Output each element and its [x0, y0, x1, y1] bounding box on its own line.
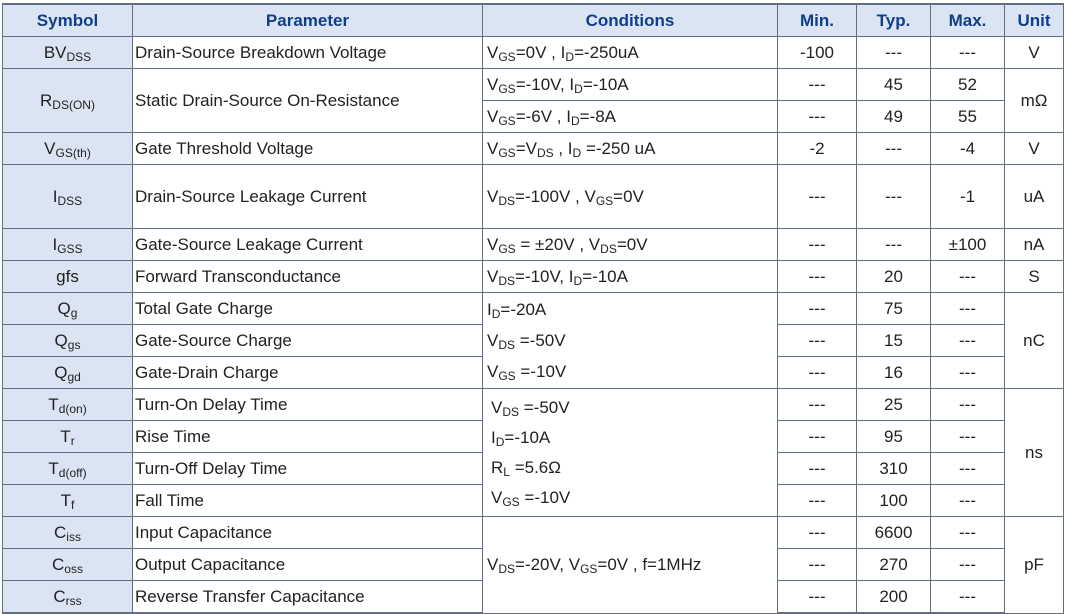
max-cell: ---: [931, 357, 1005, 389]
symbol-cell: $Q_g$: [3, 293, 133, 325]
unit-cell: uA: [1005, 165, 1064, 229]
header-conditions: Conditions: [483, 4, 778, 37]
max-cell: -1: [931, 165, 1005, 229]
typ-cell: ---: [857, 229, 931, 261]
conditions-cell: $V_{GS}=-6V$ , $I_D=-8A$: [483, 101, 778, 133]
parameter-cell: Static Drain-Source On-Resistance: [133, 69, 483, 133]
header-unit: Unit: [1005, 4, 1064, 37]
table-header-row: [3, 4, 1064, 37]
table-row: [3, 133, 1064, 165]
max-cell: ±100: [931, 229, 1005, 261]
unit-cell: mΩ: [1005, 69, 1064, 133]
table-row: [3, 229, 1064, 261]
symbol-cell: $T_f$: [3, 485, 133, 517]
typ-cell: 49: [857, 101, 931, 133]
table-row: [3, 37, 1064, 69]
min-cell: ---: [778, 293, 857, 325]
table-row: [3, 69, 1064, 101]
table-row: [3, 517, 1064, 549]
header-max: Max.: [931, 4, 1005, 37]
conditions-cell: $V_{GS} = \pm 20V$ , $V_{DS}=0V$: [483, 229, 778, 261]
unit-cell: V: [1005, 37, 1064, 69]
max-cell: ---: [931, 325, 1005, 357]
parameter-cell: Gate Threshold Voltage: [133, 133, 483, 165]
typ-cell: 95: [857, 421, 931, 453]
symbol-cell: $BV_{DSS}$: [3, 37, 133, 69]
min-cell: ---: [778, 165, 857, 229]
parameter-cell: Reverse Transfer Capacitance: [133, 581, 483, 614]
max-cell: ---: [931, 389, 1005, 421]
typ-cell: 6600: [857, 517, 931, 549]
min-cell: ---: [778, 261, 857, 293]
max-cell: 52: [931, 69, 1005, 101]
max-cell: ---: [931, 453, 1005, 485]
typ-cell: 75: [857, 293, 931, 325]
table-row: [3, 261, 1064, 293]
parameter-cell: Total Gate Charge: [133, 293, 483, 325]
parameter-cell: Forward Transconductance: [133, 261, 483, 293]
parameter-cell: Turn-Off Delay Time: [133, 453, 483, 485]
min-cell: ---: [778, 453, 857, 485]
unit-cell: nC: [1005, 293, 1064, 389]
conditions-cell: $V_{DS} =-50V$ $I_D=-10A$ $R_L =5.6\Omega$ $V_{GS} =-10V$: [483, 389, 778, 517]
unit-cell: S: [1005, 261, 1064, 293]
max-cell: ---: [931, 549, 1005, 581]
unit-cell: pF: [1005, 517, 1064, 614]
max-cell: ---: [931, 261, 1005, 293]
typ-cell: 200: [857, 581, 931, 614]
symbol-cell: $C_{rss}$: [3, 581, 133, 614]
parameter-cell: Gate-Source Leakage Current: [133, 229, 483, 261]
table-row: [3, 293, 1064, 325]
typ-cell: ---: [857, 37, 931, 69]
symbol-cell: $T_{d(off)}$: [3, 453, 133, 485]
max-cell: ---: [931, 485, 1005, 517]
typ-cell: ---: [857, 165, 931, 229]
parameter-cell: Gate-Drain Charge: [133, 357, 483, 389]
unit-cell: nA: [1005, 229, 1064, 261]
symbol-cell: $T_{d(on)}$: [3, 389, 133, 421]
unit-cell: ns: [1005, 389, 1064, 517]
typ-cell: 100: [857, 485, 931, 517]
max-cell: -4: [931, 133, 1005, 165]
min-cell: ---: [778, 357, 857, 389]
unit-cell: V: [1005, 133, 1064, 165]
min-cell: ---: [778, 101, 857, 133]
electrical-characteristics-table: [2, 3, 1064, 614]
max-cell: ---: [931, 517, 1005, 549]
symbol-cell: $T_r$: [3, 421, 133, 453]
header-symbol: Symbol: [3, 4, 133, 37]
max-cell: ---: [931, 581, 1005, 614]
parameter-cell: Fall Time: [133, 485, 483, 517]
symbol-cell: gfs: [3, 261, 133, 293]
header-typ: Typ.: [857, 4, 931, 37]
header-min: Min.: [778, 4, 857, 37]
min-cell: ---: [778, 549, 857, 581]
min-cell: ---: [778, 421, 857, 453]
header-parameter: Parameter: [133, 4, 483, 37]
typ-cell: 25: [857, 389, 931, 421]
parameter-cell: Output Capacitance: [133, 549, 483, 581]
min-cell: ---: [778, 581, 857, 614]
conditions-cell: $V_{GS}=0V$ , $I_D=-250uA$: [483, 37, 778, 69]
symbol-cell: $Q_{gs}$: [3, 325, 133, 357]
max-cell: ---: [931, 37, 1005, 69]
symbol-cell: $C_{iss}$: [3, 517, 133, 549]
conditions-cell: $V_{DS}=-20V$, $V_{GS}=0V$ , f=1MHz: [483, 517, 778, 614]
min-cell: -100: [778, 37, 857, 69]
symbol-cell: $C_{oss}$: [3, 549, 133, 581]
typ-cell: 15: [857, 325, 931, 357]
typ-cell: 270: [857, 549, 931, 581]
conditions-cell: $V_{DS}=-100V$ , $V_{GS}=0V$: [483, 165, 778, 229]
parameter-cell: Drain-Source Leakage Current: [133, 165, 483, 229]
min-cell: -2: [778, 133, 857, 165]
min-cell: ---: [778, 517, 857, 549]
parameter-cell: Drain-Source Breakdown Voltage: [133, 37, 483, 69]
min-cell: ---: [778, 389, 857, 421]
conditions-cell: $V_{DS}=-10V$, $I_D=-10A$: [483, 261, 778, 293]
min-cell: ---: [778, 325, 857, 357]
typ-cell: 20: [857, 261, 931, 293]
typ-cell: 45: [857, 69, 931, 101]
parameter-cell: Gate-Source Charge: [133, 325, 483, 357]
typ-cell: 310: [857, 453, 931, 485]
conditions-cell: $V_{GS}=V_{DS}$ , $I_D =-250$ uA: [483, 133, 778, 165]
table-row: [3, 165, 1064, 229]
min-cell: ---: [778, 485, 857, 517]
max-cell: 55: [931, 101, 1005, 133]
symbol-cell: $Q_{gd}$: [3, 357, 133, 389]
symbol-cell: $I_{DSS}$: [3, 165, 133, 229]
conditions-cell: $V_{GS}=-10V$, $I_D=-10A$: [483, 69, 778, 101]
min-cell: ---: [778, 69, 857, 101]
symbol-cell: $I_{GSS}$: [3, 229, 133, 261]
parameter-cell: Input Capacitance: [133, 517, 483, 549]
min-cell: ---: [778, 229, 857, 261]
max-cell: ---: [931, 421, 1005, 453]
table-row: [3, 389, 1064, 421]
parameter-cell: Turn-On Delay Time: [133, 389, 483, 421]
typ-cell: ---: [857, 133, 931, 165]
symbol-cell: $R_{DS(ON)}$: [3, 69, 133, 133]
max-cell: ---: [931, 293, 1005, 325]
typ-cell: 16: [857, 357, 931, 389]
conditions-cell: $I_D=-20A$ $V_{DS} =-50V$ $V_{GS} =-10V$: [483, 293, 778, 389]
parameter-cell: Rise Time: [133, 421, 483, 453]
symbol-cell: $V_{GS(th)}$: [3, 133, 133, 165]
